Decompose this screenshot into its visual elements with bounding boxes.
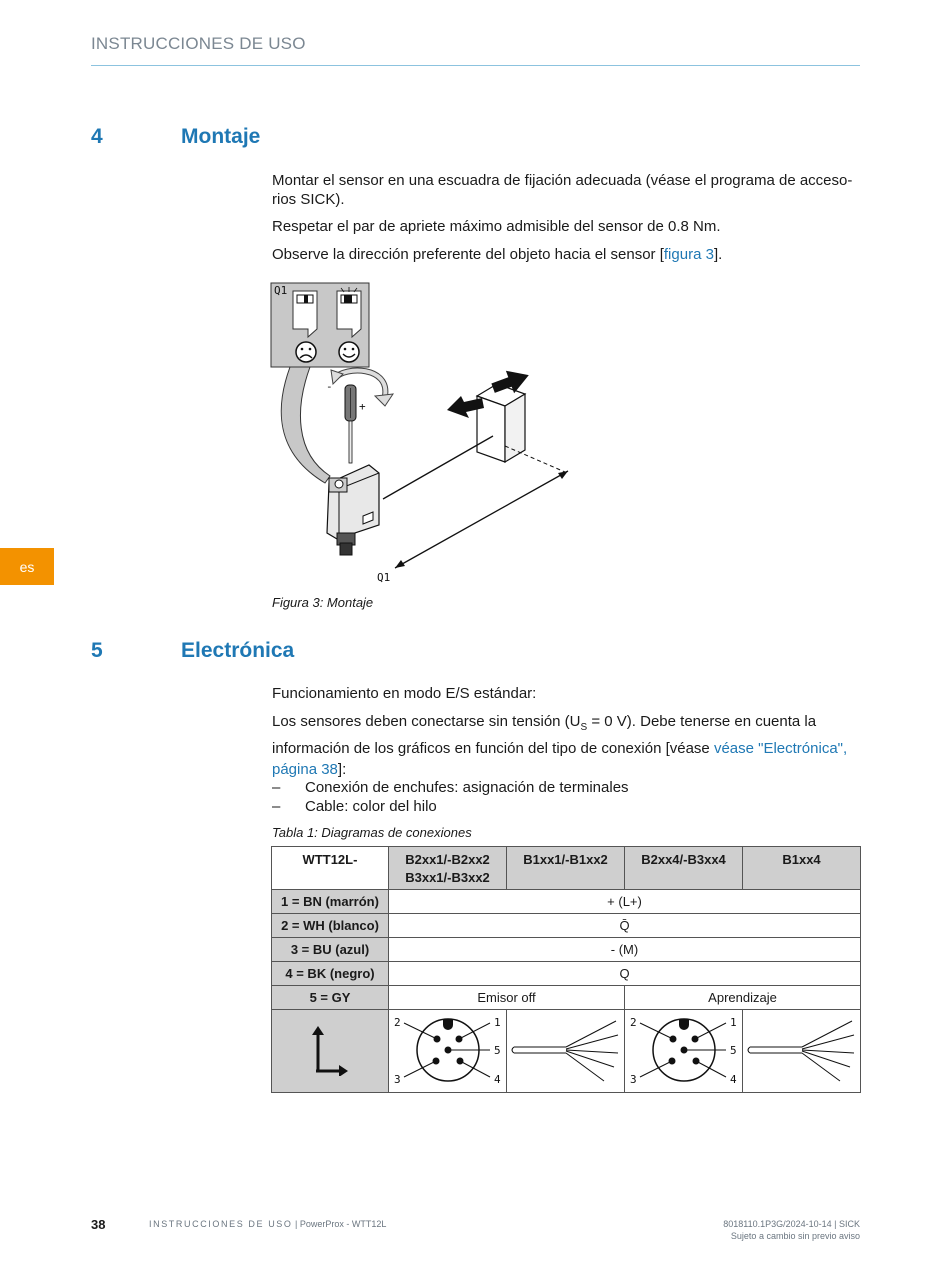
row-value: Q <box>389 962 861 986</box>
table-row <box>272 914 861 938</box>
running-header: INSTRUCCIONES DE USO <box>91 34 306 53</box>
electronica-link[interactable]: véase "Electrónica", página 38 <box>272 740 848 778</box>
table-header-cell: WTT12L- <box>272 847 389 890</box>
svg-text:2: 2 <box>629 1015 637 1029</box>
connector-pin-cell <box>389 1010 507 1093</box>
table-caption: Tabla 1: Diagramas de conexiones <box>272 825 472 840</box>
section-5-title: Electrónica <box>181 639 295 662</box>
cable-wires-icon <box>744 1011 860 1089</box>
svg-text:4: 4 <box>493 1072 501 1086</box>
section-4-title: Montaje <box>181 125 261 148</box>
svg-text:1: 1 <box>493 1015 501 1029</box>
table-row <box>272 986 861 1010</box>
svg-text:5: 5 <box>729 1043 737 1057</box>
table-header-cell: B1xx1/-B1xx2 <box>507 847 625 890</box>
minus-label: - <box>326 380 333 393</box>
cable-wire-cell <box>507 1010 625 1093</box>
row-label: 3 = BU (azul) <box>272 938 389 962</box>
section-4-number: 4 <box>91 125 103 148</box>
row-label: 1 = BN (marrón) <box>272 890 389 914</box>
section-4-paragraph-2: Respetar el par de apriete máximo admisible del sensor de 0.8 Nm. <box>272 218 721 235</box>
header-rule <box>91 65 860 66</box>
row-value: Emisor off <box>389 986 625 1010</box>
figure-caption: Figura 3: Montaje <box>272 595 374 610</box>
table-header-cell: B2xx1/-B2xx2 B3xx1/-B3xx2 <box>389 847 507 890</box>
connection-table <box>271 846 861 1093</box>
connector-pinout-icon <box>626 1011 742 1089</box>
section-5-paragraph-1: Funcionamiento en modo E/S estándar: <box>272 685 537 702</box>
bullet-item: – Conexión de enchufes: asignación de terminales <box>272 779 629 796</box>
figure-3-link[interactable]: figura 3 <box>663 246 714 263</box>
q1-top-label: Q1 <box>274 284 288 297</box>
svg-text:4: 4 <box>729 1072 737 1086</box>
bullet-item: – Cable: color del hilo <box>272 798 437 815</box>
row-value: - (M) <box>389 938 861 962</box>
row-value: Q̄ <box>389 914 861 938</box>
section-5-paragraph-2: Los sensores deben conectarse sin tensión ($U_S = 0$ V). Debe tenerse en cuenta la información de los gráficos en función del tipo de conexión [véase véase "Electrónica", página 38]: <box>272 713 848 778</box>
table-header-cell: B1xx4 <box>743 847 861 890</box>
page-number: 38 <box>91 1217 106 1232</box>
table-row <box>272 1010 861 1093</box>
section-4-paragraph-1: Montar el sensor en una escuadra de fijación adecuada (véase el programa de acceso-rios SICK). <box>272 172 853 208</box>
svg-text:5: 5 <box>493 1043 501 1057</box>
language-tab[interactable]: es <box>0 548 54 585</box>
row-label: 2 = WH (blanco) <box>272 914 389 938</box>
row-value: Aprendizaje <box>625 986 861 1010</box>
axis-arrows-icon <box>310 1024 350 1076</box>
cable-wire-cell <box>743 1010 861 1093</box>
section-4-paragraph-3: Observe la dirección preferente del objeto hacia el sensor [figura 3]. <box>272 246 723 263</box>
connector-pinout-icon <box>390 1011 506 1089</box>
svg-text:2: 2 <box>393 1015 401 1029</box>
row-label: 4 = BK (negro) <box>272 962 389 986</box>
row-value: + (L+) <box>389 890 861 914</box>
table-row <box>272 890 861 914</box>
table-header-cell: B2xx4/-B3xx4 <box>625 847 743 890</box>
plus-label: + <box>359 400 366 413</box>
footer-document-id: 8018110.1P3G/2024-10-14 | SICK Sujeto a cambio sin previo aviso <box>723 1219 860 1241</box>
svg-text:1: 1 <box>729 1015 737 1029</box>
happy-face-icon <box>339 342 359 362</box>
cable-wires-icon <box>508 1011 624 1089</box>
footer-document-title: INSTRUCCIONES DE USO | PowerProx - WTT12L <box>149 1219 387 1229</box>
section-5-number: 5 <box>91 639 103 662</box>
svg-text:3: 3 <box>393 1072 401 1086</box>
sensor-icon <box>327 465 379 555</box>
row-label: 5 = GY <box>272 986 389 1010</box>
svg-text:3: 3 <box>629 1072 637 1086</box>
q1-bottom-label: Q1 <box>377 571 391 584</box>
table-row <box>272 938 861 962</box>
connector-pin-cell <box>625 1010 743 1093</box>
mounting-figure <box>265 278 585 588</box>
table-row <box>272 962 861 986</box>
wiring-corner-cell <box>272 1010 389 1093</box>
object-cube-icon <box>477 384 525 462</box>
screwdriver-icon <box>345 385 356 463</box>
sad-face-icon <box>296 342 316 362</box>
